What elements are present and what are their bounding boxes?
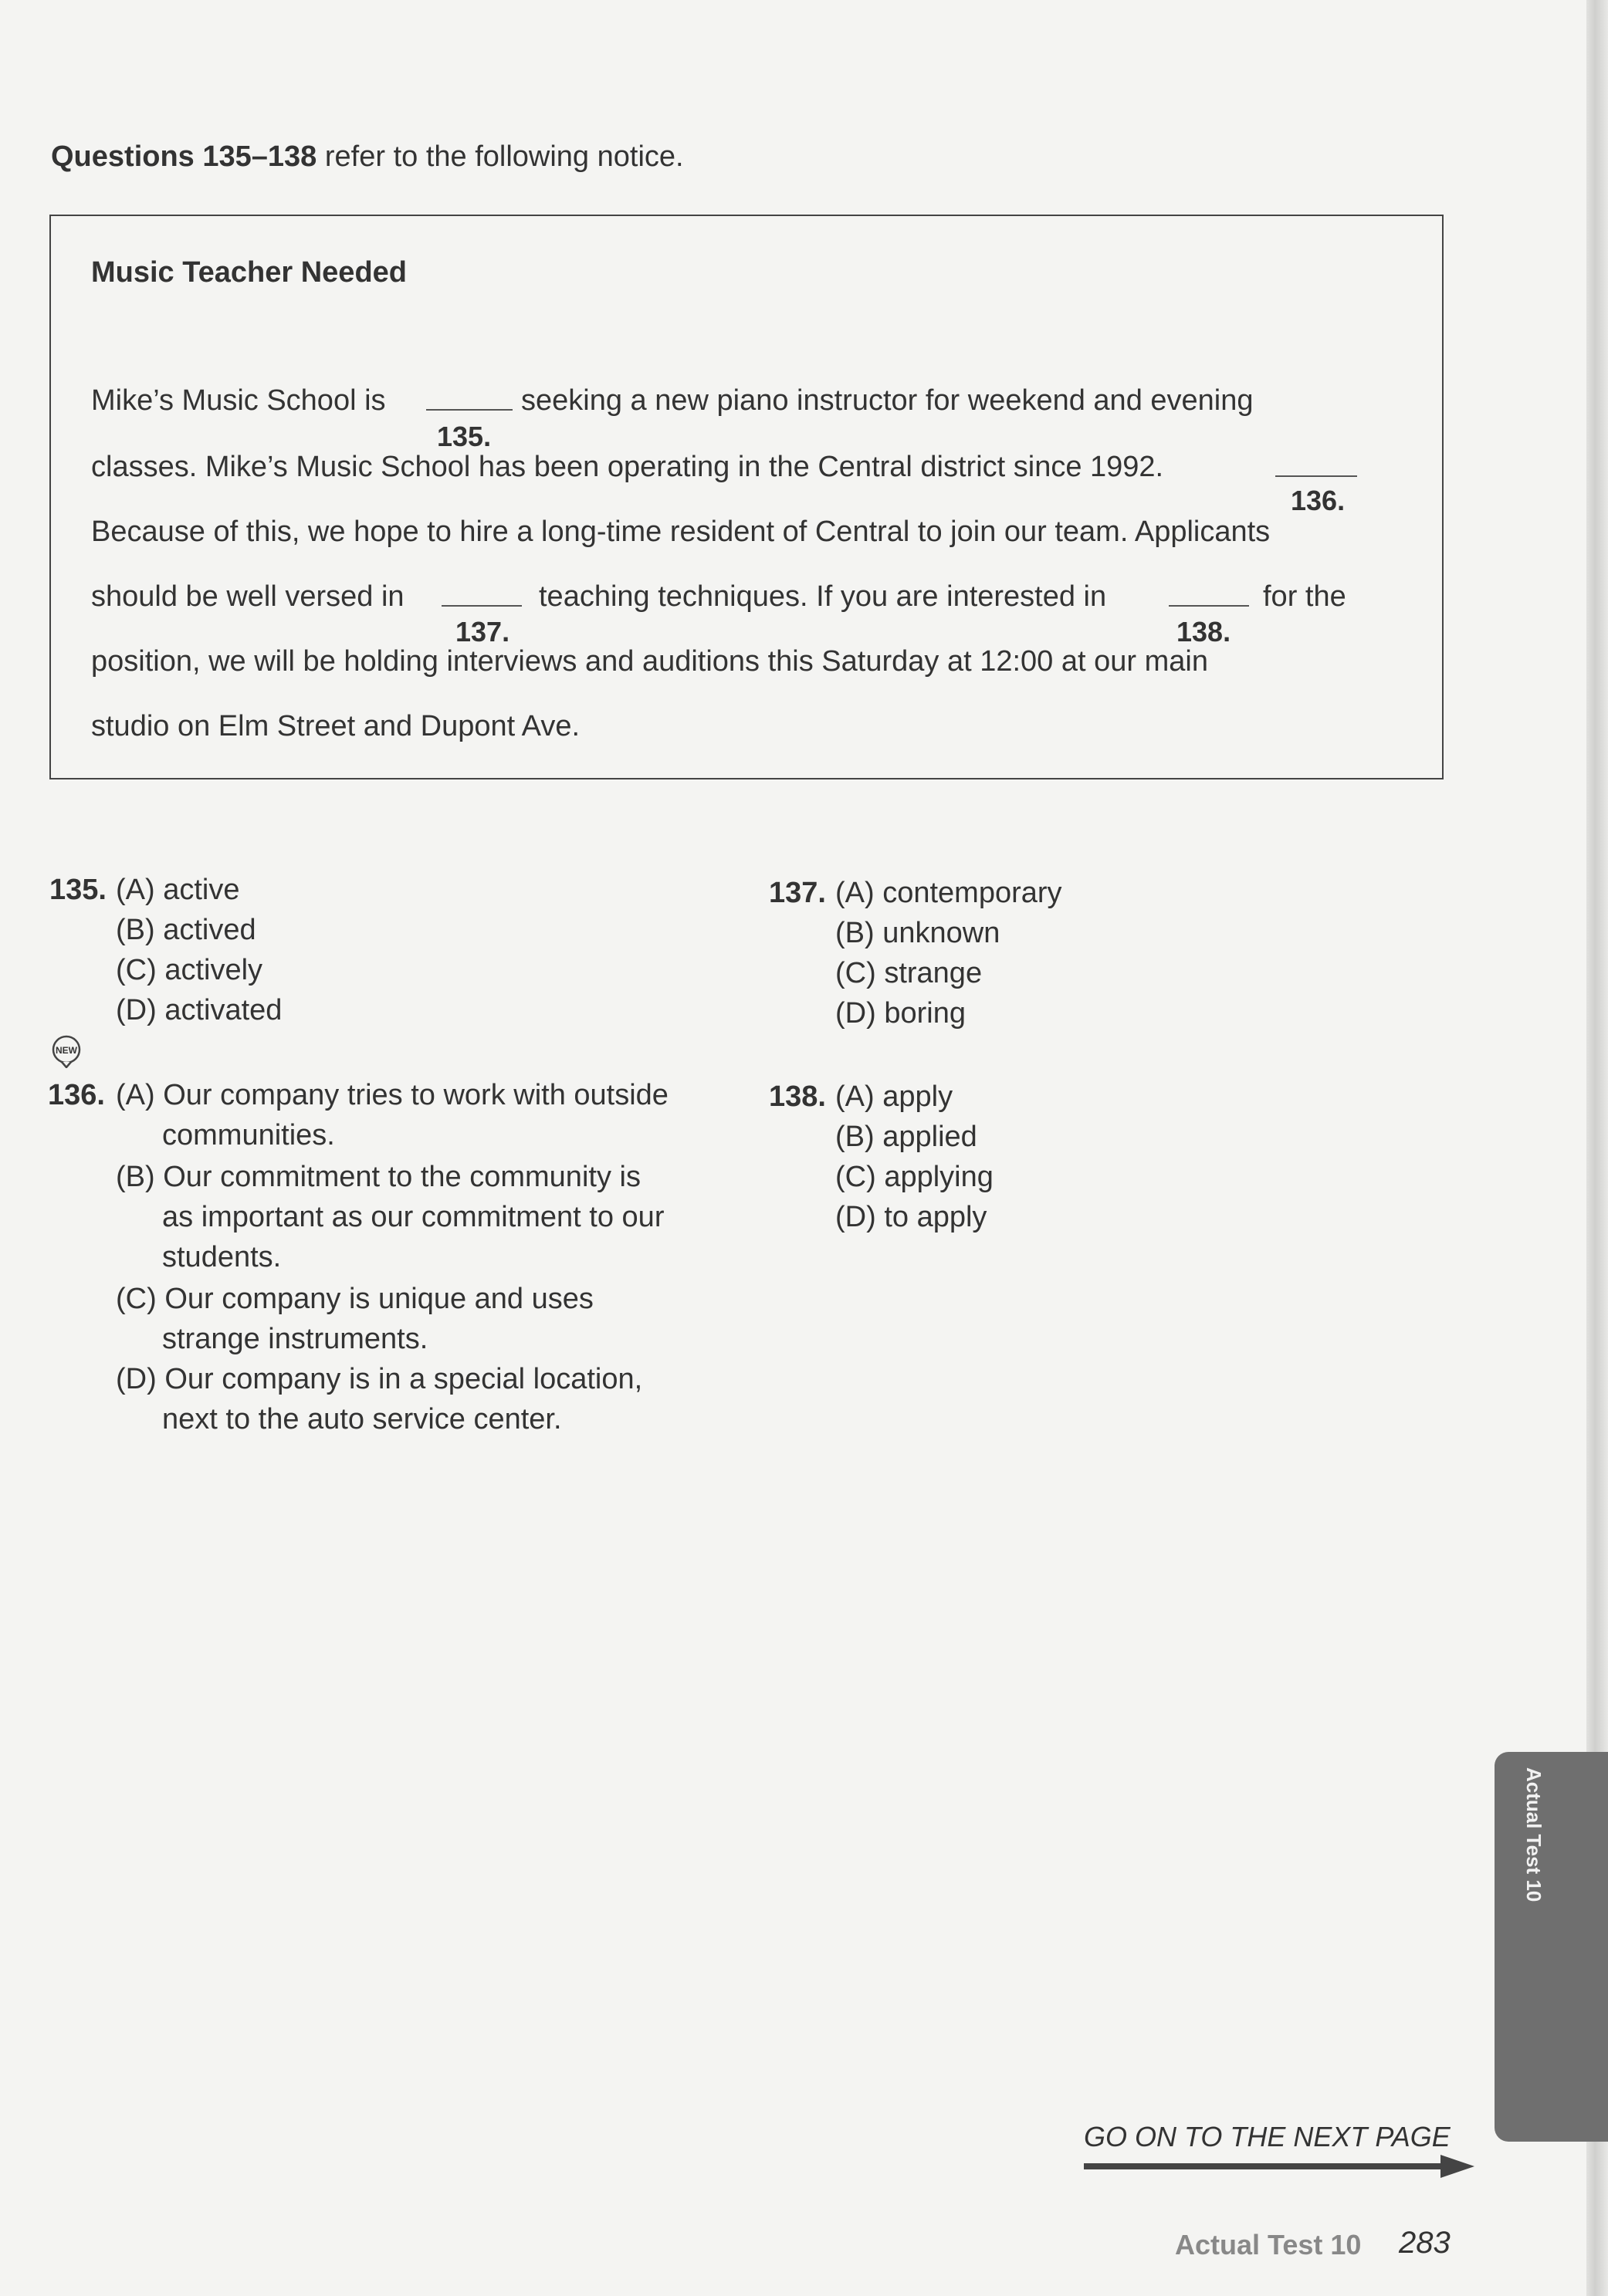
option-text: Our company tries to work with outside [163, 1079, 669, 1111]
option-137-d[interactable] [835, 997, 966, 1030]
option-text: contemporary [882, 877, 1062, 909]
arrow-right-icon [1084, 2155, 1474, 2178]
option-137-b[interactable] [835, 917, 1000, 950]
blank-label-135: 135. [437, 421, 492, 452]
option-137-c[interactable] [835, 957, 982, 990]
option-letter: (D) [835, 997, 876, 1030]
option-text: Our company is in a special location, [164, 1363, 643, 1395]
notice-line-5: position, we will be holding interviews and auditions this Saturday at 12:00 at our main [91, 645, 1208, 678]
option-135-c[interactable] [116, 954, 262, 987]
new-badge-label: NEW [56, 1045, 77, 1056]
option-136-b-cont: as important as our commitment to our [162, 1201, 665, 1233]
option-138-b[interactable] [835, 1121, 977, 1154]
option-text: activated [164, 994, 283, 1026]
question-136-number: 136. [48, 1079, 105, 1111]
blank-137 [442, 605, 522, 607]
option-text: actively [164, 954, 263, 986]
option-letter: (B) [116, 914, 155, 946]
option-text: strange [884, 957, 983, 989]
option-letter: (D) [116, 994, 157, 1026]
option-letter: (A) [116, 1079, 155, 1111]
notice-box [49, 215, 1444, 779]
option-text: boring [884, 997, 966, 1030]
notice-line-1a: Mike’s Music School is [91, 384, 386, 417]
option-text: applied [882, 1121, 977, 1153]
questions-intro-text: refer to the following notice. [324, 140, 684, 173]
option-136-b[interactable] [116, 1161, 641, 1194]
option-135-d[interactable] [116, 994, 282, 1027]
notice-line-4c: for the [1263, 580, 1346, 613]
notice-line-3: Because of this, we hope to hire a long-time resident of Central to join our team. Applicants [91, 516, 1271, 548]
option-text: Our company is unique and uses [164, 1283, 594, 1315]
option-letter: (D) [835, 1201, 876, 1233]
option-136-d-cont: next to the auto service center. [162, 1403, 562, 1435]
option-letter: (A) [835, 877, 875, 909]
option-136-b-cont: students. [162, 1241, 282, 1273]
option-text: applying [884, 1161, 994, 1193]
footer-title: Actual Test 10 [1175, 2229, 1362, 2260]
option-letter: (C) [835, 957, 876, 989]
option-136-d[interactable] [116, 1363, 642, 1396]
option-letter: (C) [116, 954, 157, 986]
option-text: active [163, 874, 240, 906]
notice-line-1b: seeking a new piano instructor for weekend and evening [521, 384, 1254, 417]
option-letter: (A) [116, 874, 155, 906]
new-badge-icon [49, 1034, 83, 1068]
blank-135 [426, 409, 513, 411]
option-136-a-cont: communities. [162, 1119, 335, 1151]
option-138-c[interactable] [835, 1161, 994, 1194]
notice-line-4a: should be well versed in [91, 580, 405, 613]
notice-line-2: classes. Mike’s Music School has been operating in the Central district since 1992. [91, 451, 1164, 483]
option-letter: (C) [835, 1161, 876, 1193]
option-135-b[interactable] [116, 914, 256, 947]
option-text: actived [163, 914, 256, 946]
option-136-a[interactable] [116, 1079, 669, 1112]
side-tab-label: Actual Test 10 [1522, 1767, 1545, 1902]
blank-138 [1169, 605, 1249, 607]
option-letter: (C) [116, 1283, 157, 1315]
next-page-label: GO ON TO THE NEXT PAGE [1084, 2121, 1451, 2152]
notice-line-4b: teaching techniques. If you are interested in [539, 580, 1107, 613]
option-135-a[interactable] [116, 874, 240, 907]
option-137-a[interactable] [835, 877, 1062, 910]
option-text: to apply [884, 1201, 987, 1233]
option-text: apply [882, 1080, 953, 1113]
option-138-a[interactable] [835, 1080, 953, 1114]
option-letter: (A) [835, 1080, 875, 1113]
blank-136 [1275, 475, 1357, 477]
option-letter: (B) [835, 1121, 875, 1153]
notice-line-6: studio on Elm Street and Dupont Ave. [91, 710, 581, 742]
option-letter: (B) [116, 1161, 155, 1193]
question-137-number: 137. [769, 877, 826, 909]
questions-range: Questions 135–138 [51, 140, 317, 173]
option-136-c-cont: strange instruments. [162, 1323, 428, 1355]
option-text: Our commitment to the community is [163, 1161, 641, 1193]
question-135-number: 135. [49, 874, 107, 906]
blank-label-137: 137. [455, 616, 510, 648]
questions-intro [51, 140, 684, 174]
option-letter: (D) [116, 1363, 157, 1395]
question-138-number: 138. [769, 1080, 826, 1113]
option-138-d[interactable] [835, 1201, 987, 1234]
option-letter: (B) [835, 917, 875, 949]
blank-label-136: 136. [1291, 485, 1346, 516]
notice-title: Music Teacher Needed [91, 256, 408, 289]
blank-label-138: 138. [1176, 616, 1231, 648]
page-number: 283 [1399, 2226, 1451, 2260]
option-text: unknown [882, 917, 1000, 949]
option-136-c[interactable] [116, 1283, 594, 1316]
